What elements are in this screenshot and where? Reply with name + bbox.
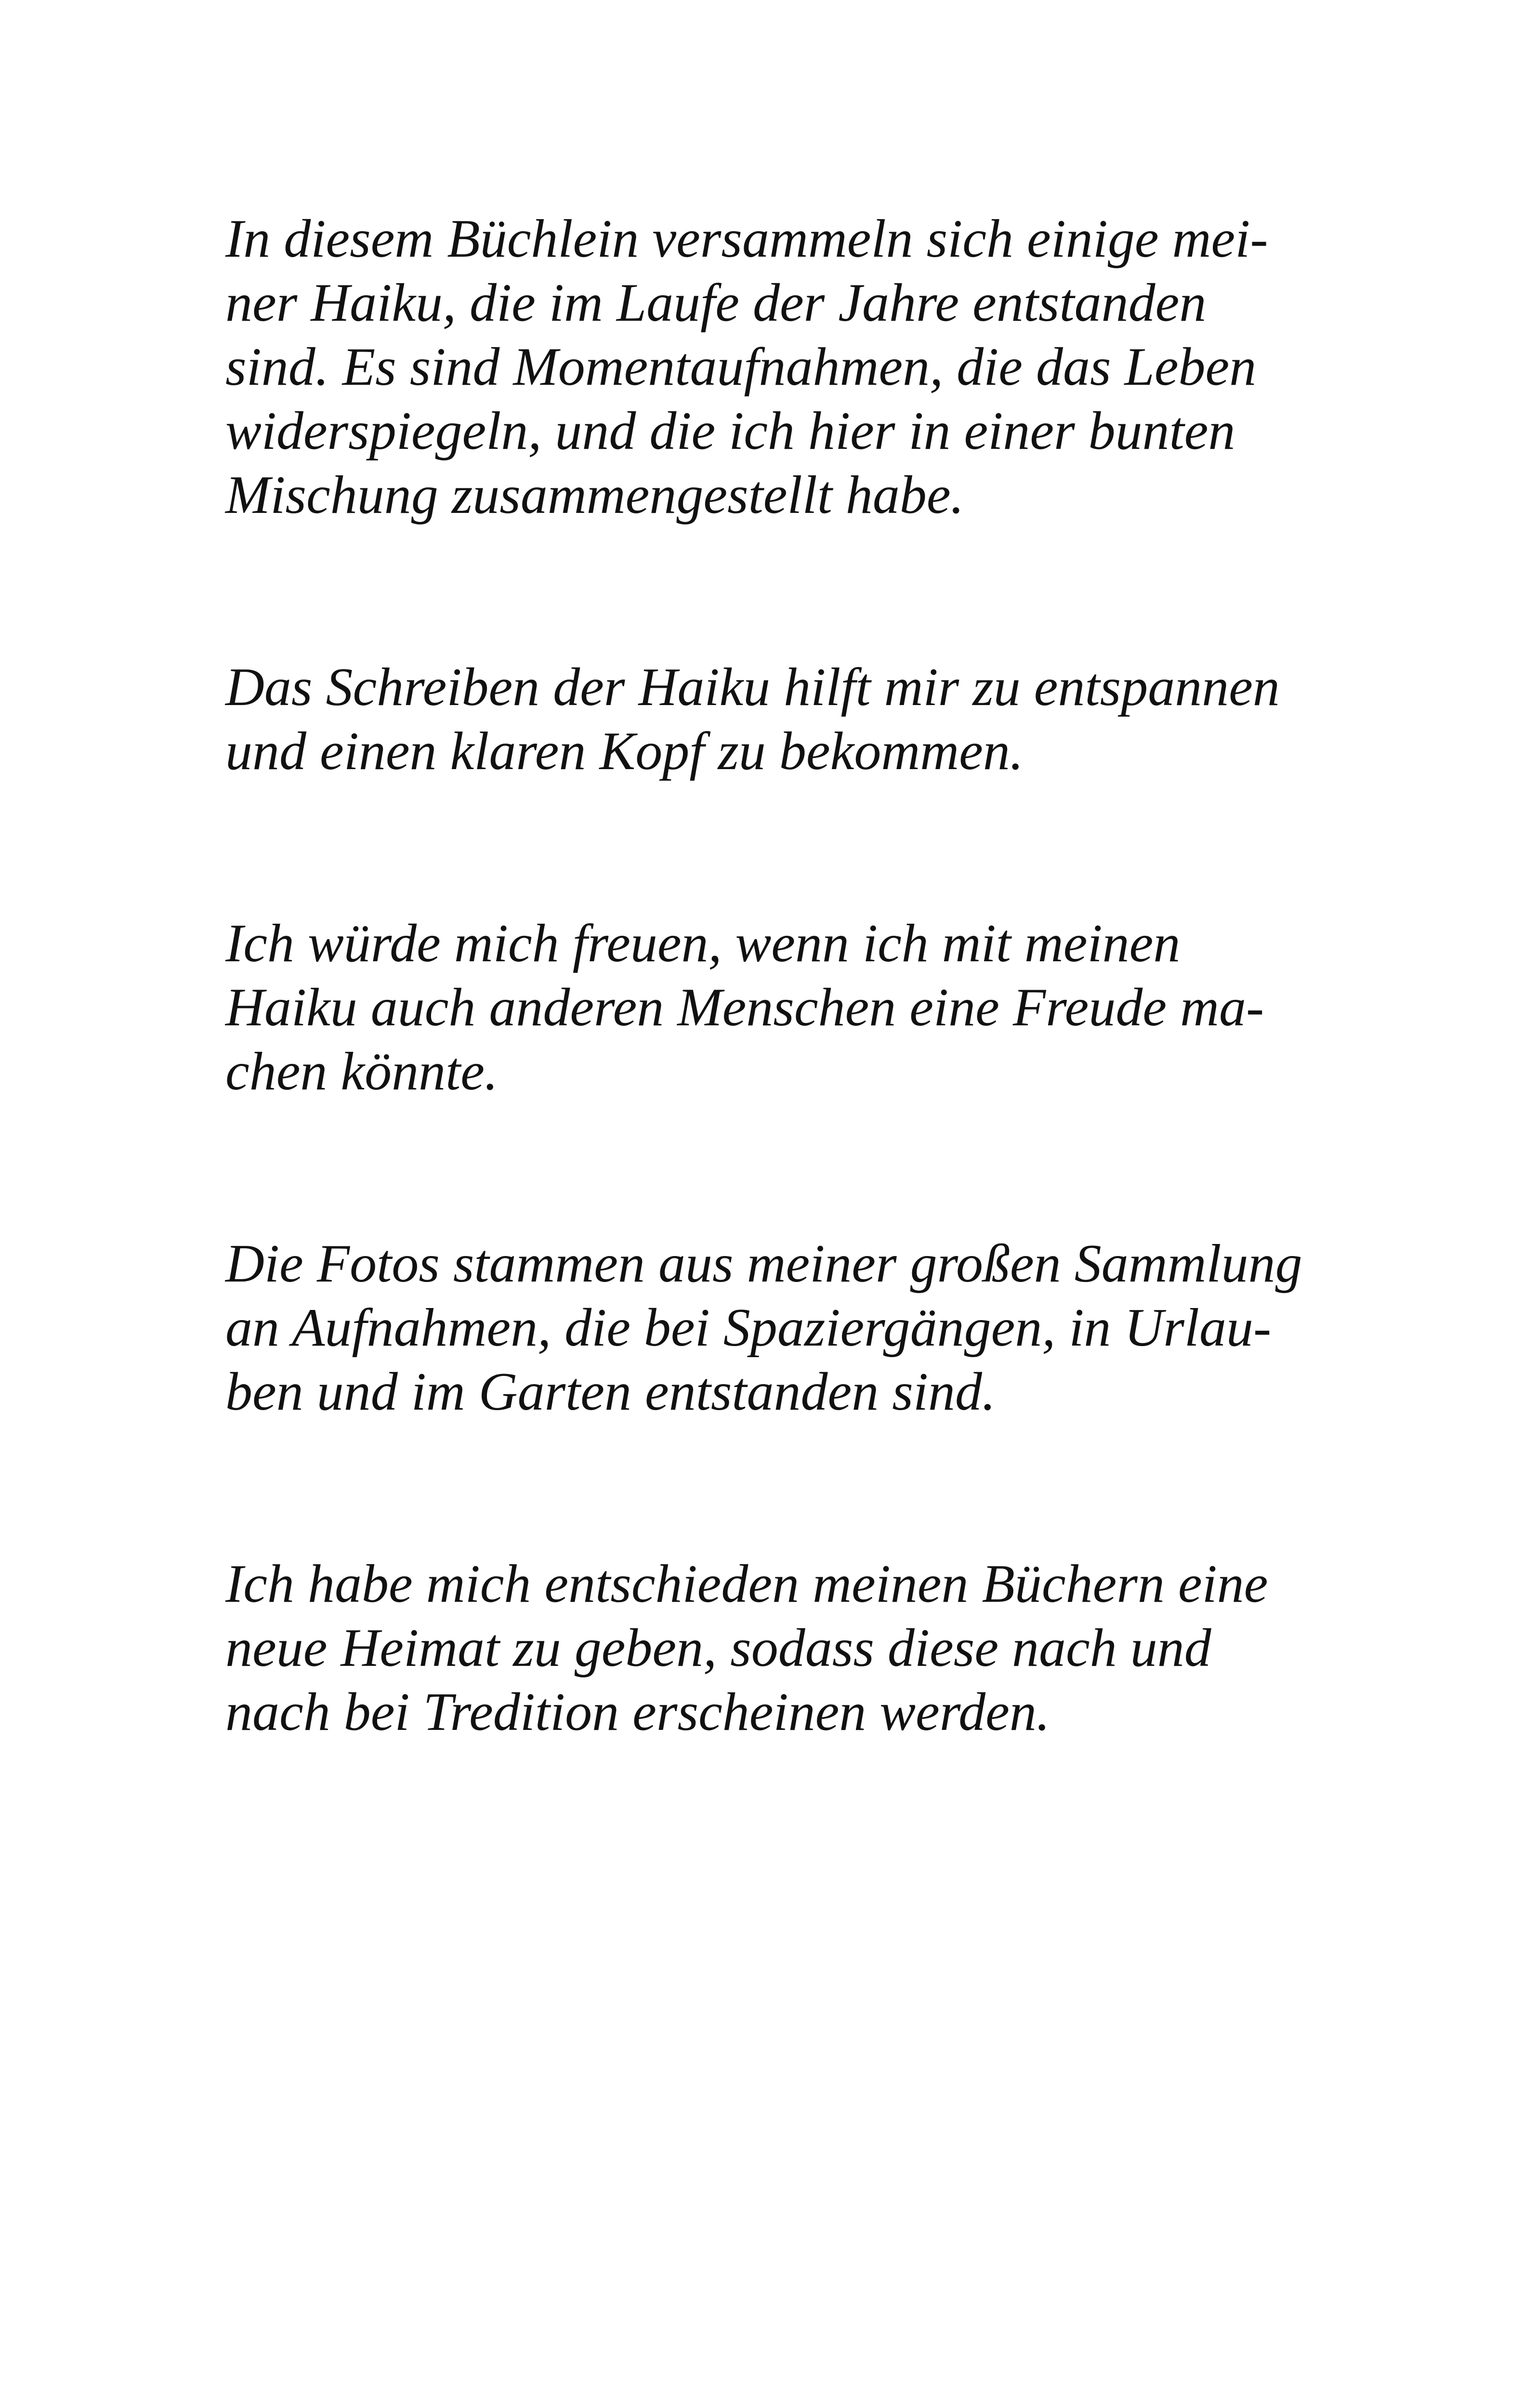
paragraph-intro: [225, 207, 1333, 527]
paragraph-spacer: [225, 527, 1333, 655]
paragraph-joy: [225, 912, 1333, 1104]
text-line: und einen klaren Kopf zu bekommen.: [225, 721, 1024, 781]
paragraph-photos: [225, 1232, 1333, 1424]
text-line: ben und im Garten entstanden sind.: [225, 1362, 996, 1422]
body-text: [225, 207, 1333, 1744]
text-line: chen könnte.: [225, 1042, 498, 1101]
text-line: Ich würde mich freuen, wenn ich mit meinen: [225, 914, 1181, 973]
text-line: Haiku auch anderen Menschen eine Freude ma-: [225, 978, 1264, 1037]
text-line: Ich habe mich entschieden meinen Büchern eine: [225, 1554, 1268, 1614]
text-line: In diesem Büchlein versammeln sich einige mei-: [225, 209, 1268, 269]
text-line: neue Heimat zu geben, sodass diese nach und: [225, 1618, 1211, 1678]
paragraph-publisher: [225, 1552, 1333, 1744]
paragraph-writing: [225, 655, 1333, 784]
paragraph-spacer: [225, 784, 1333, 912]
text-line: nach bei Tredition erscheinen werden.: [225, 1682, 1050, 1742]
text-line: sind. Es sind Momentaufnahmen, die das Leben: [225, 337, 1257, 397]
text-line: Das Schreiben der Haiku hilft mir zu entspannen: [225, 657, 1280, 717]
paragraph-spacer: [225, 1424, 1333, 1552]
text-line: widerspiegeln, und die ich hier in einer bunten: [225, 401, 1235, 461]
text-line: ner Haiku, die im Laufe der Jahre entstanden: [225, 273, 1207, 333]
text-line: Die Fotos stammen aus meiner großen Sammlung: [225, 1234, 1302, 1294]
text-line: Mischung zusammengestellt habe.: [225, 465, 964, 525]
text-line: an Aufnahmen, die bei Spaziergängen, in Urlau-: [225, 1298, 1272, 1358]
paragraph-spacer: [225, 1104, 1333, 1232]
